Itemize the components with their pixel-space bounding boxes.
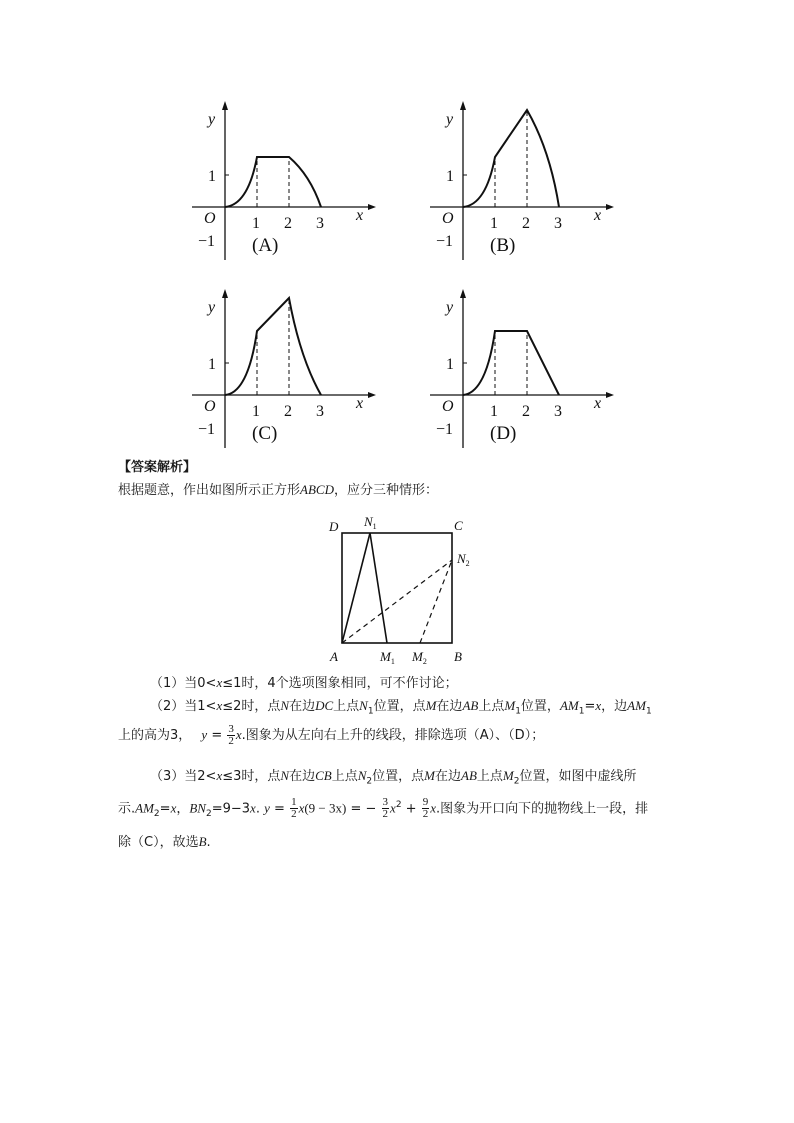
case1-text-end: ≤1时，4个选项图象相同，可不作讨论； bbox=[222, 676, 458, 691]
v: x bbox=[430, 800, 436, 816]
x-tick-label-3: 3 bbox=[316, 215, 324, 232]
t: . bbox=[206, 835, 211, 850]
v: y bbox=[201, 727, 208, 742]
t: 上点 bbox=[333, 699, 360, 714]
v: AM bbox=[559, 698, 579, 713]
graph-caption: (D) bbox=[490, 423, 517, 444]
case-2-line-2 bbox=[118, 722, 544, 749]
y-tick-label-neg1: −1 bbox=[198, 421, 216, 438]
v: x bbox=[595, 698, 602, 713]
label-b: B bbox=[454, 649, 462, 664]
t: 在边 bbox=[434, 769, 461, 784]
graph-caption: (C) bbox=[252, 423, 278, 444]
t: 在边 bbox=[436, 699, 463, 714]
option-graph-d bbox=[428, 288, 618, 458]
label-m2: $M_2$ bbox=[412, 649, 427, 666]
v: AB bbox=[462, 698, 479, 713]
graph-curve bbox=[463, 110, 559, 207]
v: AB bbox=[461, 768, 477, 783]
t: 位置，如图中虚线所 bbox=[519, 769, 637, 784]
option-graph-c bbox=[190, 288, 380, 458]
den: 2 bbox=[422, 808, 429, 821]
sub: 2 bbox=[205, 808, 212, 819]
sub: 2 bbox=[366, 776, 373, 787]
intro-square-name: ABCD bbox=[300, 482, 334, 497]
sup: 2 bbox=[395, 800, 402, 810]
fraction-1-2 bbox=[290, 797, 298, 820]
origin-label: O bbox=[204, 210, 216, 227]
v: M bbox=[424, 768, 435, 783]
t: 位置，点 bbox=[372, 769, 425, 784]
sub: 1 bbox=[367, 706, 374, 717]
t: （2）当1< bbox=[150, 699, 217, 714]
x-tick-label-3: 3 bbox=[554, 403, 562, 420]
t: . bbox=[255, 801, 260, 817]
v: AM bbox=[627, 698, 646, 713]
y-axis-arrow bbox=[460, 101, 466, 110]
intro-text: 根据题意，作出如图所示正方形 bbox=[118, 483, 301, 498]
x-axis-label: x bbox=[356, 395, 364, 412]
y-axis-label: y bbox=[208, 299, 216, 316]
v: M bbox=[504, 698, 516, 713]
label-n2: $N_2$ bbox=[457, 551, 470, 568]
origin-label: O bbox=[442, 398, 454, 415]
label-c: C bbox=[454, 518, 463, 533]
y-tick-label-1: 1 bbox=[208, 168, 216, 185]
v: N bbox=[280, 698, 290, 713]
segment-n1-m1 bbox=[370, 533, 387, 643]
y-axis-label: y bbox=[446, 111, 454, 128]
y-axis-label: y bbox=[208, 111, 216, 128]
v: x bbox=[216, 698, 223, 713]
label-d: D bbox=[329, 519, 339, 534]
v: DC bbox=[315, 698, 334, 713]
t: ≤3时，点 bbox=[222, 769, 281, 784]
x-axis-label: x bbox=[594, 207, 602, 224]
y-axis-label: y bbox=[446, 299, 454, 316]
v: AM bbox=[135, 800, 154, 816]
v: x bbox=[235, 727, 242, 742]
graph-curve bbox=[463, 331, 559, 395]
v: x bbox=[250, 800, 256, 816]
t: .图象为从左向右上升的线段，排除选项（A）、（D）； bbox=[241, 728, 545, 743]
label-n1: $N_1$ bbox=[364, 514, 377, 531]
paren-expr: (9 − 3x) bbox=[304, 800, 347, 816]
option-graph-a bbox=[190, 100, 380, 270]
sub: 1 bbox=[515, 706, 521, 717]
t: 上点 bbox=[331, 769, 358, 784]
x-axis-label: x bbox=[356, 207, 364, 224]
t: ， bbox=[176, 801, 190, 817]
t: 上的高为3， bbox=[118, 728, 192, 743]
t: =9−3 bbox=[211, 801, 251, 817]
v: N bbox=[280, 768, 290, 783]
v: y bbox=[264, 800, 270, 816]
x-tick-label-2: 2 bbox=[522, 215, 530, 232]
t: 位置， bbox=[520, 699, 560, 714]
x-axis-arrow bbox=[606, 392, 614, 398]
y-axis-arrow bbox=[460, 289, 466, 298]
case-3-line-1 bbox=[150, 767, 637, 791]
t: = − bbox=[346, 801, 381, 817]
t: .图象为开口向下的抛物线上一段，排 bbox=[436, 801, 649, 817]
x-axis-arrow bbox=[368, 392, 376, 398]
den: 2 bbox=[291, 808, 297, 821]
x-axis-arrow bbox=[368, 204, 376, 210]
num: 1 bbox=[291, 796, 297, 809]
v: N bbox=[357, 768, 367, 783]
v: x bbox=[170, 800, 177, 816]
t: 上点 bbox=[476, 769, 503, 784]
v: x bbox=[298, 800, 305, 816]
case-2-line-1 bbox=[150, 697, 652, 721]
label-m1: $M_1$ bbox=[380, 649, 395, 666]
square-figure bbox=[320, 510, 480, 670]
t: 在边 bbox=[289, 769, 316, 784]
y-tick-label-1: 1 bbox=[208, 356, 216, 373]
graph-caption: (A) bbox=[252, 235, 279, 256]
x-tick-label-1: 1 bbox=[490, 215, 498, 232]
t: ，边 bbox=[601, 699, 628, 714]
x-tick-label-1: 1 bbox=[252, 215, 260, 232]
x-tick-label-2: 2 bbox=[522, 403, 530, 420]
option-graph-b bbox=[428, 100, 618, 270]
origin-label: O bbox=[204, 398, 216, 415]
x-tick-label-3: 3 bbox=[554, 215, 562, 232]
y-axis-arrow bbox=[222, 101, 228, 110]
fraction-3-2 bbox=[227, 724, 235, 747]
t: = bbox=[584, 699, 596, 714]
den: 2 bbox=[382, 808, 389, 821]
v: M bbox=[502, 768, 514, 783]
v: CB bbox=[315, 768, 332, 783]
t: 示. bbox=[118, 801, 136, 817]
v: x bbox=[216, 768, 223, 783]
label-a: A bbox=[330, 649, 338, 664]
graph-caption: (B) bbox=[490, 235, 516, 256]
num: 9 bbox=[422, 796, 429, 809]
t: （3）当2< bbox=[150, 769, 217, 784]
x-axis-label: x bbox=[594, 395, 602, 412]
x-tick-label-2: 2 bbox=[284, 215, 292, 232]
v: BN bbox=[189, 800, 206, 816]
y-tick-label-neg1: −1 bbox=[436, 421, 454, 438]
sub: 1 bbox=[578, 706, 585, 717]
origin-label: O bbox=[442, 210, 454, 227]
t: ≤2时，点 bbox=[222, 699, 281, 714]
t: = bbox=[269, 801, 290, 817]
case-3-line-3 bbox=[118, 833, 211, 852]
x-tick-label-1: 1 bbox=[490, 403, 498, 420]
t: = bbox=[207, 728, 227, 743]
graph-curve bbox=[225, 157, 321, 207]
v: M bbox=[425, 698, 437, 713]
sub: 2 bbox=[513, 776, 520, 787]
y-tick-label-neg1: −1 bbox=[436, 233, 454, 250]
intro-text-end: ，应分三种情形： bbox=[333, 483, 438, 498]
case1-var: x bbox=[216, 675, 223, 690]
y-tick-label-1: 1 bbox=[446, 168, 454, 185]
v: x bbox=[390, 800, 396, 816]
graph-curve bbox=[225, 298, 321, 395]
y-axis-arrow bbox=[222, 289, 228, 298]
v: N bbox=[359, 698, 368, 713]
den: 2 bbox=[228, 735, 234, 747]
fraction-9-2 bbox=[422, 797, 430, 820]
solution-intro bbox=[118, 481, 438, 500]
num: 3 bbox=[228, 723, 234, 735]
case-1 bbox=[150, 674, 458, 693]
segment-a-n1 bbox=[342, 533, 370, 643]
case-3-line-2 bbox=[118, 792, 648, 827]
x-tick-label-3: 3 bbox=[316, 403, 324, 420]
x-tick-label-1: 1 bbox=[252, 403, 260, 420]
x-tick-label-2: 2 bbox=[284, 403, 292, 420]
t: = bbox=[159, 801, 171, 817]
sub: 1 bbox=[645, 706, 652, 717]
t: 位置，点 bbox=[373, 699, 426, 714]
t: 除（C），故选 bbox=[118, 835, 199, 850]
square-abcd bbox=[342, 533, 452, 643]
segment-a-n2 bbox=[342, 560, 452, 643]
case1-text: （1）当0< bbox=[150, 676, 217, 691]
solution-heading: 【答案解析】 bbox=[118, 460, 197, 475]
v: B bbox=[198, 834, 207, 849]
y-tick-label-neg1: −1 bbox=[198, 233, 216, 250]
y-tick-label-1: 1 bbox=[446, 356, 454, 373]
t: 在边 bbox=[289, 699, 316, 714]
t: 上点 bbox=[478, 699, 505, 714]
x-axis-arrow bbox=[606, 204, 614, 210]
fraction-3-2b bbox=[382, 797, 390, 820]
sub: 2 bbox=[153, 808, 160, 819]
t: + bbox=[401, 801, 421, 817]
num: 3 bbox=[382, 796, 389, 809]
